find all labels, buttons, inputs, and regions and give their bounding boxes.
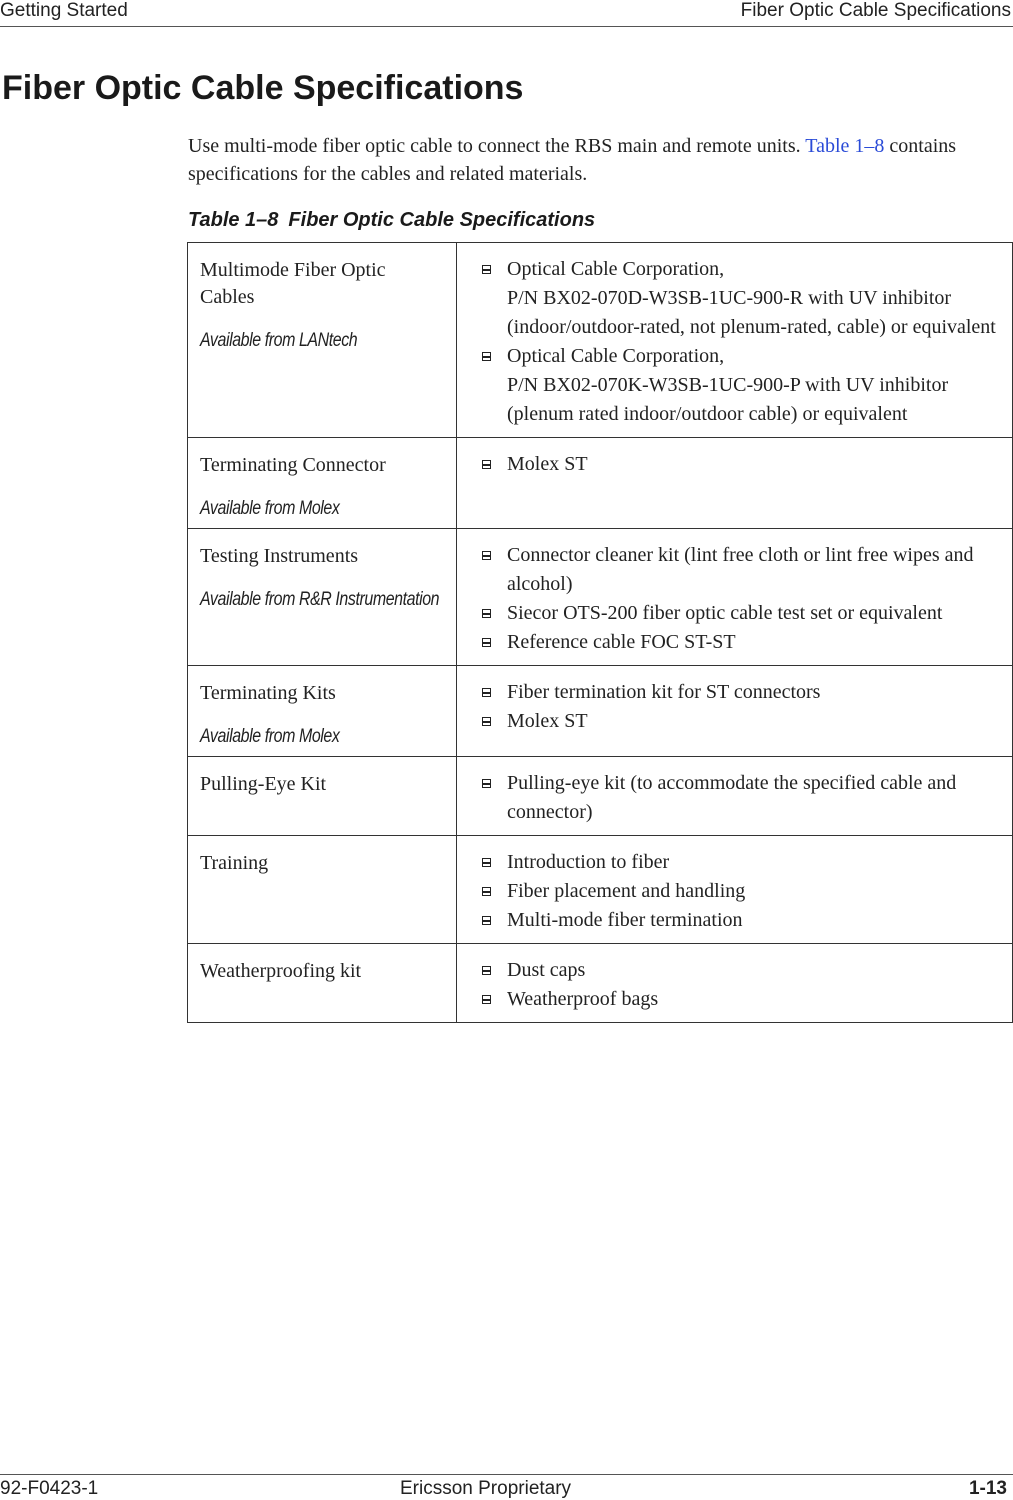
row-label-cell: [188, 243, 457, 438]
table-row: [188, 944, 1013, 1023]
row-label-cell: [188, 666, 457, 757]
row-label-cell: [188, 757, 457, 836]
row-items-cell: [457, 529, 1013, 666]
row-label: Multimode Fiber Optic Cables: [200, 259, 386, 308]
table-caption-number: Table 1–8: [188, 209, 279, 231]
table-caption: [188, 206, 595, 234]
table-row: [188, 529, 1013, 666]
row-source: Available from Molex: [200, 498, 340, 519]
row-source: Available from LANtech: [200, 330, 358, 351]
spec-table: [187, 242, 1013, 1023]
bullet-item: Reference cable FOC ST-ST: [469, 628, 1000, 657]
bullet-list: [469, 541, 1000, 657]
row-items-cell: [457, 757, 1013, 836]
footer-proprietary-notice: Ericsson Proprietary: [400, 1478, 572, 1499]
header-rule: [0, 26, 1013, 27]
table-row: [188, 836, 1013, 944]
table-cross-reference-link[interactable]: Table 1–8: [805, 135, 885, 157]
table-row: [188, 438, 1013, 529]
row-label-cell: [188, 836, 457, 944]
intro-paragraph: [188, 132, 1013, 188]
row-items-cell: [457, 243, 1013, 438]
row-items-cell: [457, 836, 1013, 944]
table-row: [188, 243, 1013, 438]
bullet-item: Molex ST: [469, 450, 1000, 479]
footer-rule: [0, 1474, 1013, 1475]
row-items-cell: [457, 944, 1013, 1023]
bullet-list: [469, 678, 1000, 736]
bullet-item: Siecor OTS-200 fiber optic cable test set or equivalent: [469, 599, 1000, 628]
table-row: [188, 666, 1013, 757]
bullet-item: Molex ST: [469, 707, 1000, 736]
section-title: Fiber Optic Cable Specifications: [2, 69, 524, 107]
row-source: Available from Molex: [200, 726, 340, 747]
row-label: Testing Instruments: [200, 545, 359, 567]
row-label: Weatherproofing kit: [200, 960, 362, 982]
running-header-left: Getting Started: [0, 0, 128, 21]
row-label: Training: [200, 852, 269, 874]
bullet-list: [469, 769, 1000, 827]
row-items-cell: [457, 438, 1013, 529]
row-label: Terminating Kits: [200, 682, 336, 704]
bullet-list: [469, 848, 1000, 935]
bullet-item: Optical Cable Corporation, P/N BX02-070K-W3SB-1UC-900-P with UV inhibitor (plenum rated indoor/outdoor cable) or equivalent: [469, 342, 1000, 429]
bullet-list: [469, 450, 1000, 479]
bullet-item: Weatherproof bags: [469, 985, 1000, 1014]
bullet-item: Introduction to fiber: [469, 848, 1000, 877]
bullet-item: Optical Cable Corporation, P/N BX02-070D-W3SB-1UC-900-R with UV inhibitor (indoor/outdoor-rated, not plenum-rated, cable) or equivalent: [469, 255, 1000, 342]
spec-table-body: [188, 243, 1013, 1023]
bullet-item: Multi-mode fiber termination: [469, 906, 1000, 935]
table-caption-title: Fiber Optic Cable Specifications: [288, 209, 596, 231]
row-source: Available from R&R Instrumentation: [200, 589, 440, 610]
bullet-item: Dust caps: [469, 956, 1000, 985]
bullet-item: Fiber termination kit for ST connectors: [469, 678, 1000, 707]
row-items-cell: [457, 666, 1013, 757]
intro-text-before: Use multi-mode fiber optic cable to connect the RBS main and remote units.: [188, 135, 806, 157]
bullet-item: Connector cleaner kit (lint free cloth or lint free wipes and alcohol): [469, 541, 1000, 599]
bullet-item: Fiber placement and handling: [469, 877, 1000, 906]
row-label-cell: [188, 438, 457, 529]
footer-doc-number: 92-F0423-1: [0, 1478, 99, 1499]
row-label: Terminating Connector: [200, 454, 386, 476]
row-label-cell: [188, 944, 457, 1023]
row-label: Pulling-Eye Kit: [200, 773, 327, 795]
bullet-list: [469, 956, 1000, 1014]
running-header-right: Fiber Optic Cable Specifications: [740, 0, 1011, 21]
intro-text-after: contains specifications for the cables and related materials.: [188, 135, 957, 185]
row-label-cell: [188, 529, 457, 666]
bullet-list: [469, 255, 1000, 429]
bullet-item: Pulling-eye kit (to accommodate the specified cable and connector): [469, 769, 1000, 827]
footer-page-number: 1-13: [968, 1478, 1007, 1499]
table-row: [188, 757, 1013, 836]
